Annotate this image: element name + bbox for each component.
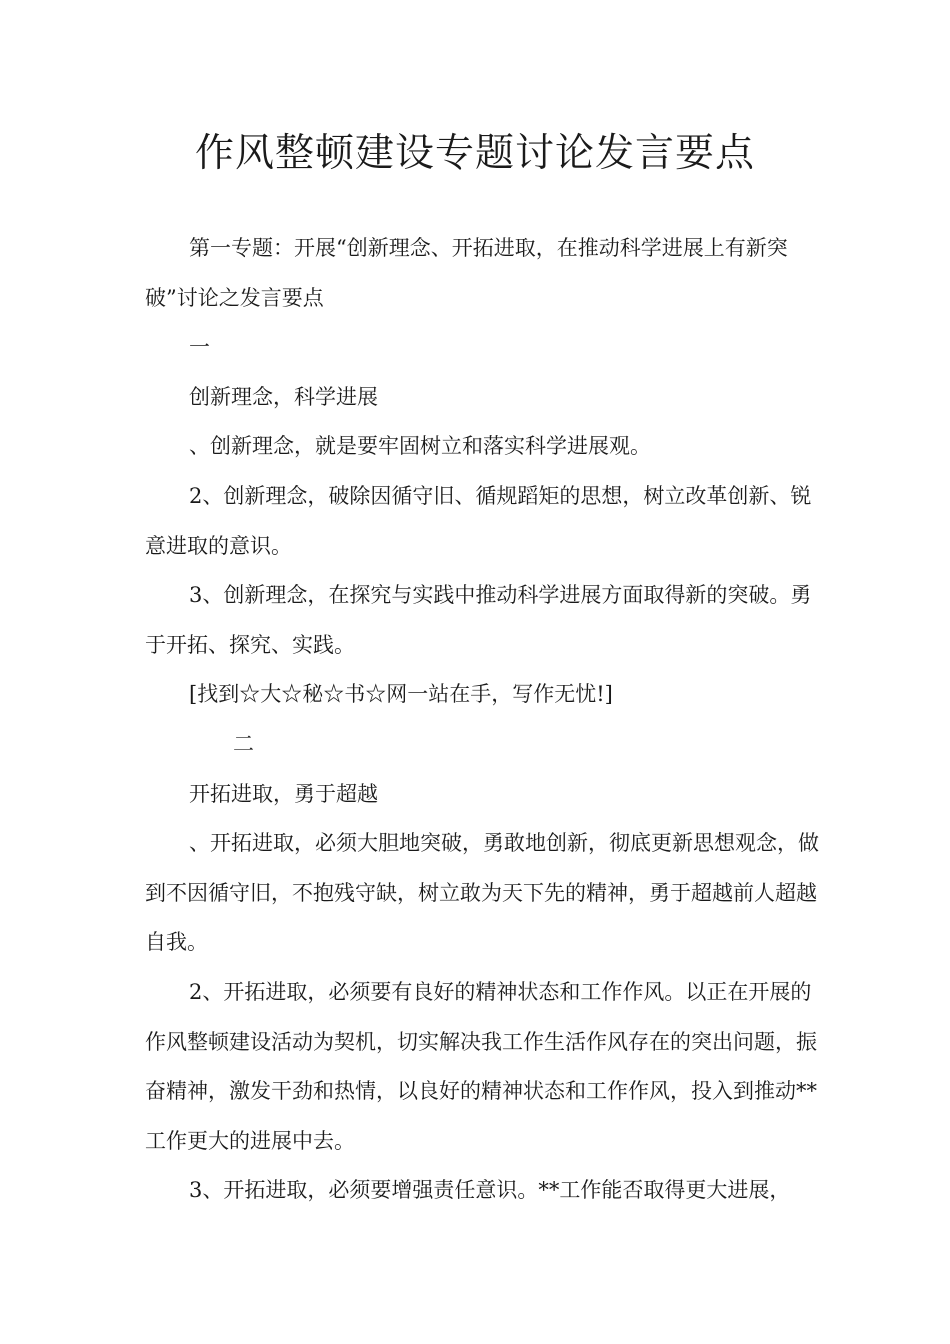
- section-number-one: 一: [189, 335, 210, 360]
- paragraph-item: 2、创新理念，破除因循守旧、循规蹈矩的思想，树立改革创新、锐意进取的意识。: [145, 483, 812, 558]
- paragraph-item: 3、创新理念，在探究与实践中推动科学进展方面取得新的突破。勇于开拓、探究、实践。: [145, 583, 812, 657]
- paragraph-item: 、创新理念，就是要牢固树立和落实科学进展观。: [189, 434, 651, 459]
- document-title: 作风整顿建设专题讨论发言要点: [194, 131, 755, 176]
- paragraph-item: 3、开拓进取，必须要增强责任意识。**工作能否取得更大进展，: [189, 1178, 791, 1203]
- section-heading-two: 开拓进取，勇于超越: [189, 781, 378, 806]
- document-body: [145, 224, 825, 1216]
- paragraph-item: 、开拓进取，必须大胆地突破，勇敢地创新，彻底更新思想观念，做到不因循守旧，不抱残守缺，树立敢为天下先的精神，勇于超越前人超越自我。: [145, 831, 819, 955]
- paragraph-topic-intro: 第一专题：开展“创新理念、开拓进取，在推动科学进展上有新突破”讨论之发言要点: [145, 236, 788, 310]
- watermark-note: [找到☆大☆秘☆书☆网一站在手，写作无忧!]: [189, 682, 613, 707]
- section-number-two: 二: [233, 731, 254, 756]
- paragraph-item: 2、开拓进取，必须要有良好的精神状态和工作作风。以正在开展的作风整顿建设活动为契机，切实解决我工作生活作风存在的突出问题，振奋精神，激发干劲和热情，以良好的精神状态和工作作风，投入到推动**工作更大的进展中去。: [145, 979, 817, 1153]
- section-heading-one: 创新理念，科学进展: [189, 384, 378, 409]
